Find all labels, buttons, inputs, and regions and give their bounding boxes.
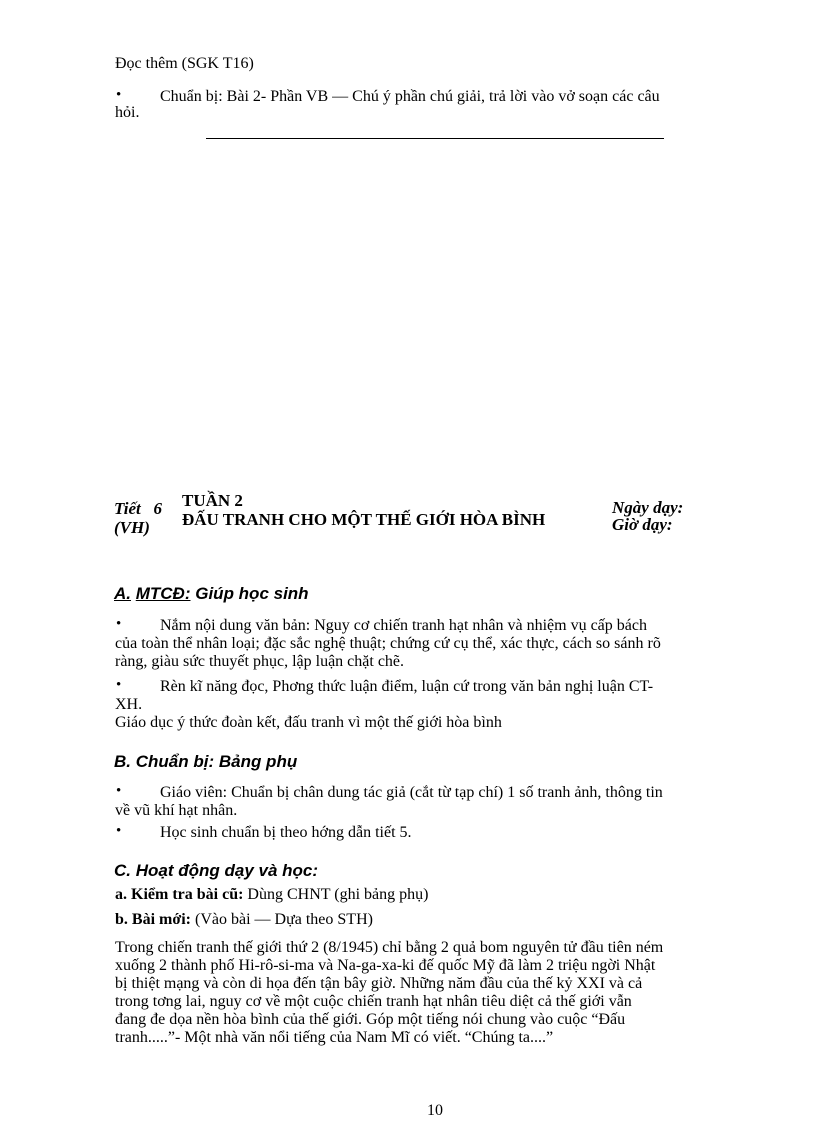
section-a-heading xyxy=(114,584,309,604)
week-label: TUẦN 2 xyxy=(182,491,243,510)
prep-line-2: hỏi. xyxy=(115,104,140,121)
divider-line xyxy=(206,138,664,139)
bullet-icon: • xyxy=(116,783,122,799)
intro-para-line2: xuống 2 thành phố Hi-rô-si-ma và Na-ga-xa-ki đế quốc Mỹ đã làm 2 triệu ngời Nhật xyxy=(115,957,656,974)
new-lesson xyxy=(115,911,373,929)
section-a-letter: A. xyxy=(114,584,131,603)
bullet-icon: • xyxy=(116,87,122,103)
prep-line-1: Chuẩn bị: Bài 2- Phần VB — Chú ý phần chú giải, trả lời vào vở soạn các câu xyxy=(160,88,660,105)
section-b-item1-line1: Giáo viên: Chuẩn bị chân dung tác giả (cắt từ tạp chí) 1 số tranh ảnh, thông tin xyxy=(160,784,663,801)
page-number: 10 xyxy=(427,1102,443,1119)
section-c-title: Hoạt động dạy và học: xyxy=(135,861,319,880)
read-more-note: Đọc thêm (SGK T16) xyxy=(115,55,254,72)
date-label: Ngày dạy: xyxy=(612,498,684,517)
section-c-letter: C. xyxy=(114,861,131,880)
tiet-number: 6 xyxy=(153,499,162,518)
tiet-label xyxy=(114,499,162,519)
intro-para-line6: tranh.....”- Một nhà văn nổi tiếng của Nam Mĩ có viết. “Chúng ta....” xyxy=(115,1029,554,1046)
section-b-letter: B. xyxy=(114,752,131,771)
check-old-lesson-label: a. Kiểm tra bài cũ: xyxy=(115,886,244,903)
section-a-title-rest: Giúp học sinh xyxy=(195,584,309,603)
lesson-title: ĐẤU TRANH CHO MỘT THẾ GIỚI HÒA BÌNH xyxy=(182,510,546,529)
new-lesson-label: b. Bài mới: xyxy=(115,911,191,928)
section-a-item1-line1: Nắm nội dung văn bản: Nguy cơ chiến tranh hạt nhân và nhiệm vụ cấp bách xyxy=(160,617,647,634)
time-label: Giờ dạy: xyxy=(612,515,673,534)
intro-para-line3: bị thiệt mạng và còn di họa đến tận bây giờ. Những năm đầu của thế kỷ XXI và cả xyxy=(115,975,643,992)
section-b-heading xyxy=(114,752,297,772)
section-a-item1-line2: của toàn thể nhân loại; đặc sắc nghệ thuật; chứng cứ cụ thể, xác thực, cách so sánh rõ xyxy=(115,635,661,652)
section-a-title-main: MTCĐ: xyxy=(135,584,191,603)
bullet-icon: • xyxy=(116,823,122,839)
subject-label: (VH) xyxy=(114,518,150,537)
tiet-label-text: Tiết xyxy=(114,499,141,518)
section-a-item2-line2: XH. xyxy=(115,696,143,713)
section-b-item1-line2: về vũ khí hạt nhân. xyxy=(115,802,238,819)
bullet-icon: • xyxy=(116,677,122,693)
section-a-item1-line3: ràng, giàu sức thuyết phục, lập luận chặt chẽ. xyxy=(115,653,405,670)
section-b-item2: Học sinh chuẩn bị theo hớng dẫn tiết 5. xyxy=(160,824,412,841)
intro-para-line4: trong tơng lai, nguy cơ về một cuộc chiến tranh hạt nhân tiêu diệt cả thế giới vẫn xyxy=(115,993,632,1010)
intro-para-line5: đang đe dọa nền hòa bình của thế giới. Góp một tiếng nói chung vào cuộc “Đấu xyxy=(115,1011,626,1028)
check-old-lesson xyxy=(115,886,428,904)
section-a-item3: Giáo dục ý thức đoàn kết, đấu tranh vì một thế giới hòa bình xyxy=(115,714,502,731)
new-lesson-text: (Vào bài — Dựa theo STH) xyxy=(194,911,373,928)
intro-para-line1: Trong chiến tranh thế giới thứ 2 (8/1945) chỉ bằng 2 quả bom nguyên tử đầu tiên ném xyxy=(115,939,664,956)
check-old-lesson-text: Dùng CHNT (ghi bảng phụ) xyxy=(247,886,429,903)
section-a-item2-line1: Rèn kĩ năng đọc, Phơng thức luận điểm, luận cứ trong văn bản nghị luận CT- xyxy=(160,678,654,695)
section-c-heading xyxy=(114,861,318,881)
section-b-title: Chuẩn bị: Bảng phụ xyxy=(135,752,298,771)
bullet-icon: • xyxy=(116,616,122,632)
